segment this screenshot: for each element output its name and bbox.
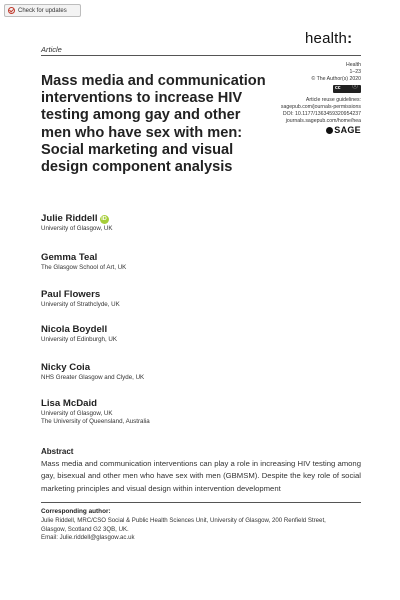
sage-mark-icon xyxy=(326,127,333,134)
author-name: Nicola Boydell xyxy=(41,324,108,335)
author-entry xyxy=(41,289,341,309)
author-name: Gemma Teal xyxy=(41,252,98,263)
author-affiliation: University of Glasgow, UK xyxy=(41,410,113,417)
author-affiliation: University of Edinburgh, UK xyxy=(41,336,118,343)
corresponding-address-line: Julie Riddell, MRC/CSO Social & Public Health Sciences Unit, University of Glasgow, 200 Renfield Street, xyxy=(41,517,326,524)
author-name-text: Julie Riddell xyxy=(41,213,98,224)
journal-name: health xyxy=(305,30,348,47)
corresponding-address-line: Glasgow, Scotland G2 3QB, UK. xyxy=(41,525,129,533)
header-divider xyxy=(41,55,361,56)
author-name: Lisa McDaid xyxy=(41,398,97,409)
author-affiliation: The University of Queensland, Australia xyxy=(41,418,150,425)
footer-divider xyxy=(41,502,361,503)
author-entry xyxy=(41,398,341,426)
author-entry xyxy=(41,362,341,382)
author-name: Paul Flowers xyxy=(41,289,101,300)
sage-logo xyxy=(270,124,361,135)
sage-logo-text: SAGE xyxy=(334,124,361,135)
journal-mark: : xyxy=(347,30,353,47)
meta-journal-url[interactable]: journals.sagepub.com/home/hea xyxy=(285,118,361,125)
author-affiliation: The Glasgow School of Art, UK xyxy=(41,264,127,271)
check-circle-icon xyxy=(8,7,15,14)
author-name xyxy=(41,213,341,225)
article-title: Mass media and communication interventions to increase HIV testing among gay and other men who have sex with men: Social marketing and visual design component analysis xyxy=(41,73,266,176)
article-type-label: Article xyxy=(41,45,62,54)
author-affiliation: NHS Greater Glasgow and Clyde, UK xyxy=(41,374,145,381)
journal-logo xyxy=(305,30,352,47)
meta-journal: Health xyxy=(346,62,361,68)
corresponding-email[interactable]: Email: Julie.riddell@glasgow.ac.uk xyxy=(41,534,135,542)
check-for-updates-badge[interactable] xyxy=(4,4,81,17)
publication-meta xyxy=(270,62,361,134)
author-affiliation: University of Glasgow, UK xyxy=(41,225,113,232)
author-entry xyxy=(41,252,341,272)
author-affiliation: University of Strathclyde, UK xyxy=(41,301,120,308)
meta-pages: 1–23 xyxy=(349,69,361,76)
meta-doi[interactable]: DOI: 10.1177/1363459320954237 xyxy=(282,111,361,118)
abstract-heading: Abstract xyxy=(41,447,74,456)
abstract-text: Mass media and communication interventions can play a role in increasing HIV testing among gay, bisexual and other men who have sex with men (GBMSM). Despite the key role of social marketing principles and visual design within intervention development xyxy=(41,459,361,493)
author-entry xyxy=(41,324,341,344)
meta-reuse-link[interactable]: sagepub.com/journals-permissions xyxy=(280,104,361,111)
corresponding-author-heading: Corresponding author: xyxy=(41,508,111,515)
meta-reuse-label: Article reuse guidelines: xyxy=(305,96,361,103)
badge-label: Check for updates xyxy=(18,7,67,14)
meta-copyright: © The Author(s) 2020 xyxy=(311,76,361,83)
cc-by-icon[interactable] xyxy=(333,85,361,93)
author-entry xyxy=(41,213,341,233)
corresponding-author-details xyxy=(41,517,361,543)
orcid-icon[interactable]: iD xyxy=(101,215,107,222)
author-name: Nicky Coia xyxy=(41,362,91,373)
